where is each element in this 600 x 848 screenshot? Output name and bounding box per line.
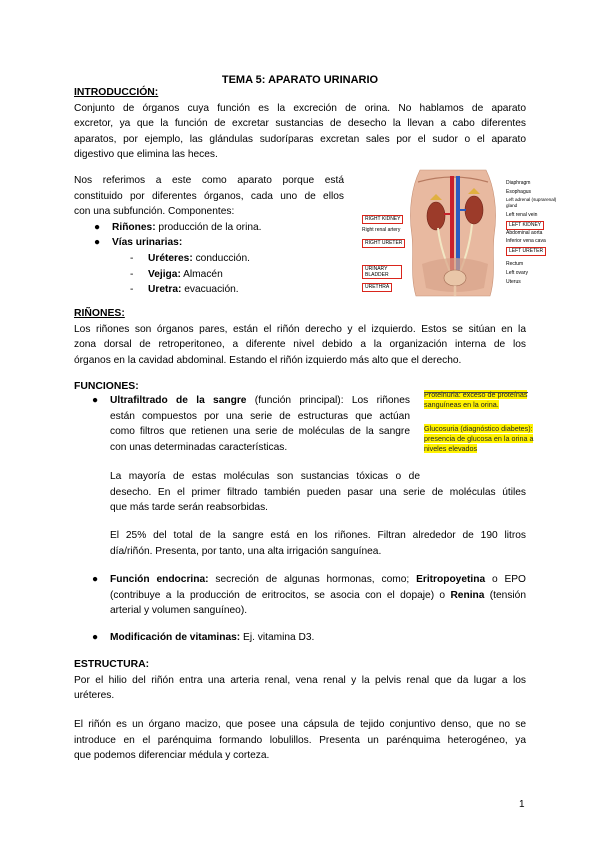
sub-label: Uréteres: <box>148 252 193 264</box>
label-left-ureter: LEFT URETER <box>506 247 546 256</box>
funciones-heading: FUNCIONES: <box>74 381 139 392</box>
label-left-renal-vein: Left renal vein <box>506 212 538 218</box>
list-item <box>92 572 526 588</box>
rinones-line-2: zona dorsal de retroperitoneo, a diferente nivel debido a la organización interna de los <box>74 339 526 351</box>
intro-section <box>74 85 526 163</box>
intro-line-1: Conjunto de órganos cuya función es la excreción de orina. No hablamos de aparato <box>74 102 526 114</box>
bullet-dot: ● <box>92 395 99 406</box>
bullet-dot: ● <box>94 237 101 249</box>
label-right-kidney: RIGHT KIDNEY <box>362 215 403 224</box>
dash-marker: - <box>130 284 134 296</box>
intro-line-3: aparatos, por ejemplo, las glándulas sudoríparas excretan sales por el sudor o el aparato <box>74 133 526 145</box>
label-left-kidney: LEFT KIDNEY <box>506 221 544 230</box>
list-item <box>94 220 344 236</box>
bullet-dot: ● <box>92 632 99 643</box>
dash-marker: - <box>130 268 134 280</box>
sangre-line-2: día/riñón. Presenta, por tanto, una alta irrigación sanguínea. <box>110 545 382 557</box>
label-urethra: URETHRA <box>362 283 392 292</box>
function-2-line-2-tail: (tensión <box>484 589 527 601</box>
list-item <box>94 235 344 251</box>
label-rectum: Rectum <box>506 261 524 267</box>
bullet-dot: ● <box>92 574 99 585</box>
function-2-text-epo: o EPO <box>485 574 526 585</box>
sub-list-item <box>130 251 344 267</box>
term-eritropoyetina: Eritropoyetina <box>416 574 486 585</box>
page-title: TEMA 5: APARATO URINARIO <box>221 74 379 86</box>
paragraph-moleculas <box>92 469 526 516</box>
moleculas-line-3: que más tarde serán reabsorbidas. <box>110 502 268 514</box>
sub-text: Almacén <box>180 268 223 280</box>
list-item <box>92 630 526 646</box>
label-right-renal-artery: Right renal artery <box>362 227 401 233</box>
sub-list-item <box>130 267 344 283</box>
estructura-p2-line-1: El riñón es un órgano macizo, que posee una cápsula de tejido conjuntivo denso, que no se <box>74 719 526 730</box>
sangre-line-1: El 25% del total de la sangre está en los riñones. Filtran alrededor de 190 litros <box>110 530 526 541</box>
note-glucosuria <box>424 424 533 454</box>
note-glucosuria-line-1: Glucosuria (diagnóstico diabetes): <box>424 424 533 433</box>
note-proteinuria-line-1: Proteinuria: exceso de proteínas <box>424 390 528 399</box>
function-2-text: secreción de algunas hormonas, como; <box>208 574 417 585</box>
dash-marker: - <box>130 252 134 264</box>
bullet-label: Vías urinarias: <box>112 237 183 249</box>
aparato-line-3: con una subfunción. Componentes: <box>74 206 235 218</box>
function-vitaminas <box>92 630 526 646</box>
sub-text: conducción. <box>192 252 250 264</box>
bullet-label: Riñones: <box>112 221 156 233</box>
function-3-label: Modificación de vitaminas: <box>110 632 241 643</box>
estructura-p2-line-2: introduce en el parénquima formando lobulillos. Presenta un parénquima heterogéneo, ya <box>74 734 526 746</box>
function-1-line-3: como filtros que retienen una serie de moléculas de la sangre <box>110 426 410 438</box>
function-1-label: Ultrafiltrado de la sangre <box>110 395 247 406</box>
urinary-system-figure <box>360 166 560 298</box>
estructura-p2-line-3: que podemos diferenciar médula y corteza. <box>74 750 270 762</box>
function-3-text: Ej. vitamina D3. <box>240 632 315 643</box>
label-right-ureter: RIGHT URETER <box>362 239 405 248</box>
function-2-label: Función endocrina: <box>110 574 209 585</box>
note-glucosuria-line-3: niveles elevados <box>424 444 478 453</box>
function-1-text: (función principal): Los riñones <box>246 395 410 406</box>
estructura-heading: ESTRUCTURA: <box>74 659 150 670</box>
estructura-line-1: Por el hilio del riñón entra una arteria renal, vena renal y la pelvis renal que da lugar a los <box>74 674 526 686</box>
intro-heading: INTRODUCCIÓN: <box>74 87 159 98</box>
page-number: 1 <box>519 799 525 810</box>
moleculas-line-1: La mayoría de estas moléculas son sustancias tóxicas o de <box>110 471 420 482</box>
sub-text: evacuación. <box>181 284 239 296</box>
label-esophagus: Esophagus <box>506 189 532 195</box>
estructura-section <box>74 657 526 704</box>
function-2-line-2-text: (contribuye a la producción de eritrocitos, se asocia con el dopaje) o <box>110 589 451 601</box>
function-1-line-4: con unas determinadas características. <box>110 441 288 453</box>
moleculas-line-2: desecho. En el primer filtrado también pueden pasar una serie de moléculas útiles <box>110 486 526 498</box>
rinones-heading: RIÑONES: <box>74 308 125 319</box>
note-proteinuria <box>424 390 527 410</box>
aparato-section <box>74 173 344 298</box>
function-1-line-2: están compuestos por una serie de estructuras que actúan <box>110 410 410 422</box>
note-glucosuria-line-2: presencia de glucosa en la orina a <box>424 434 534 443</box>
bullet-text: producción de la orina. <box>155 221 262 233</box>
paragraph-sangre <box>110 528 526 559</box>
label-left-ovary: Left ovary <box>506 270 528 276</box>
sub-list-item <box>130 282 344 298</box>
label-urinary-bladder: URINARY BLADDER <box>362 265 402 279</box>
note-divider <box>424 392 528 393</box>
function-2-line-2 <box>110 588 526 604</box>
list-item <box>92 393 410 409</box>
label-inferior-vena-cava: Inferior vena cava <box>506 238 546 244</box>
function-endocrina <box>92 572 526 619</box>
note-proteinuria-line-2: sanguíneas en la orina. <box>424 400 499 409</box>
label-uterus: Uterus <box>506 279 521 285</box>
intro-line-2: excretor, ya que la función de excretar sustancias de desecho la llevan a cabo diferentes <box>74 118 526 130</box>
intro-line-4: digestivo que elimina las heces. <box>74 149 218 161</box>
function-2-line-3: arterial y volumen sanguíneo). <box>110 605 248 617</box>
label-abdominal-aorta: Abdominal aorta <box>506 230 543 236</box>
term-renina: Renina <box>450 589 485 601</box>
rinones-line-3: órganos en la cavidad abdominal. Estando el riñón izquierdo más alto que el derecho. <box>74 354 462 366</box>
rinones-section <box>74 306 526 368</box>
label-diaphragm: Diaphragm <box>506 180 531 186</box>
sub-label: Vejiga: <box>148 268 181 280</box>
label-left-adrenal-gland: Left adrenal (suprarenal) gland <box>506 197 557 208</box>
sub-label: Uretra: <box>148 284 182 296</box>
rinones-line-1: Los riñones son órganos pares, están el riñón derecho y el izquierdo. Estos se sitúan en la <box>74 323 526 335</box>
aparato-line-1: Nos referimos a este como aparato porque está <box>74 175 344 186</box>
bullet-dot: ● <box>94 221 101 233</box>
estructura-line-2: uréteres. <box>74 690 115 702</box>
estructura-paragraph-2 <box>74 717 526 764</box>
function-ultrafiltrado <box>92 393 410 455</box>
aparato-line-2: constituido por diferentes órganos, cada uno de ellos <box>74 190 344 202</box>
